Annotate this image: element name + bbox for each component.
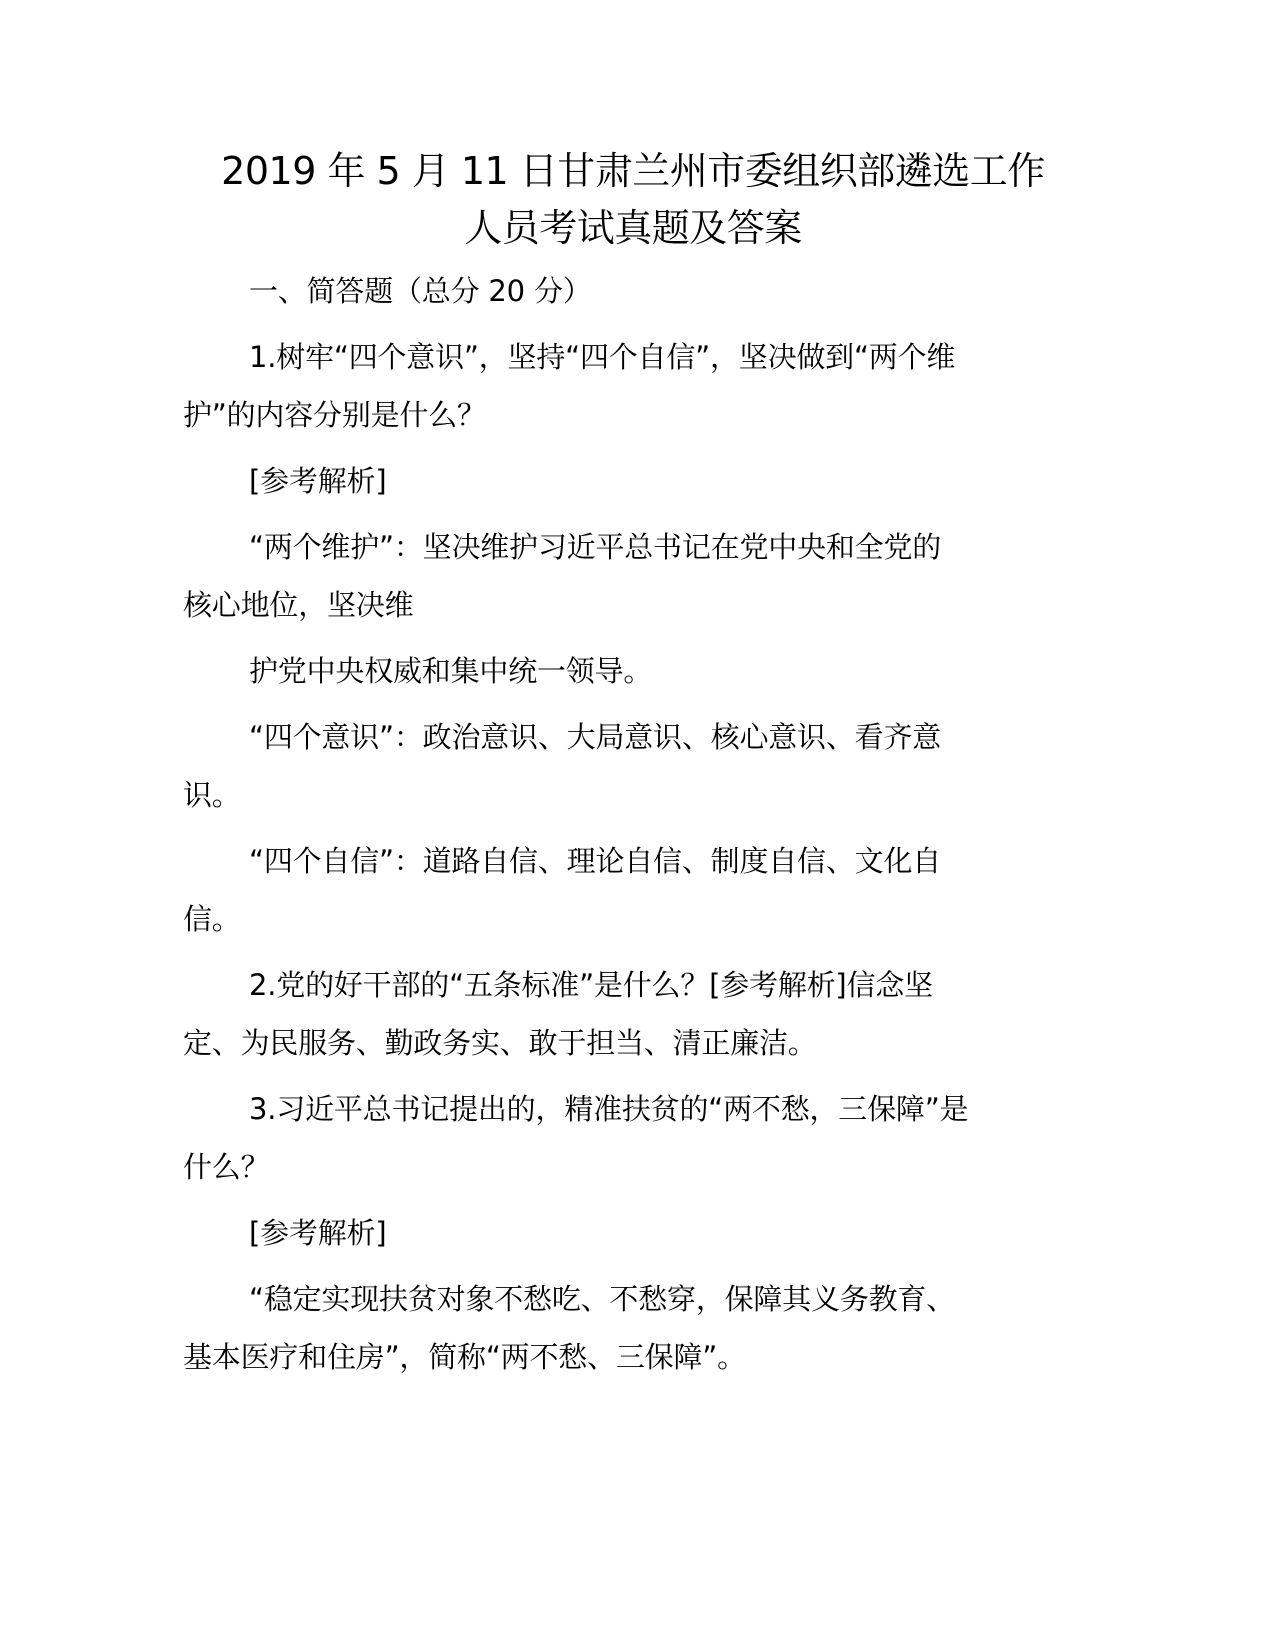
section-heading xyxy=(183,262,1083,320)
answer-heading xyxy=(183,452,1083,510)
answer-paragraph xyxy=(183,642,1083,700)
answer-paragraph xyxy=(183,1270,1083,1386)
title-line: 人员考试真题及答案 xyxy=(464,206,802,250)
text-line: 护”的内容分别是什么？ xyxy=(183,398,486,432)
text-line: 1.树牢“四个意识”，坚持“四个自信”，坚决做到“两个维 xyxy=(249,340,956,374)
answer-paragraph xyxy=(183,832,1083,948)
text-line: 一、简答题（总分 20 分） xyxy=(249,274,592,308)
text-line: 信。 xyxy=(183,902,241,936)
text-line: “四个自信”：道路自信、理论自信、制度自信、文化自 xyxy=(249,844,942,878)
title-line: 2019 年 5 月 11 日甘肃兰州市委组织部遴选工作 xyxy=(221,149,1045,193)
question-1 xyxy=(183,328,1083,444)
answer-paragraph xyxy=(183,708,1083,824)
question-3 xyxy=(183,1080,1083,1196)
text-line: 定、为民服务、勤政务实、敢于担当、清正廉洁。 xyxy=(183,1026,817,1060)
text-line: “稳定实现扶贫对象不愁吃、不愁穿，保障其义务教育、 xyxy=(249,1282,956,1316)
text-line: 什么？ xyxy=(183,1150,270,1184)
answer-paragraph xyxy=(183,518,1083,634)
text-line: 核心地位，坚决维 xyxy=(183,588,414,622)
text-line: “两个维护”：坚决维护习近平总书记在党中央和全党的 xyxy=(249,530,942,564)
document-body xyxy=(183,143,1083,1386)
text-line: 2.党的好干部的“五条标准”是什么？[参考解析]信念坚 xyxy=(249,968,933,1002)
text-line: “四个意识”：政治意识、大局意识、核心意识、看齐意 xyxy=(249,720,942,754)
text-line: [参考解析] xyxy=(249,464,387,498)
text-line: 3.习近平总书记提出的，精准扶贫的“两不愁，三保障”是 xyxy=(249,1092,969,1126)
text-line: 基本医疗和住房”，简称“两不愁、三保障”。 xyxy=(183,1340,746,1374)
question-2 xyxy=(183,956,1083,1072)
text-line: 识。 xyxy=(183,778,241,812)
text-line: 护党中央权威和集中统一领导。 xyxy=(249,654,653,688)
answer-heading xyxy=(183,1204,1083,1262)
text-line: [参考解析] xyxy=(249,1216,387,1250)
document-title xyxy=(183,143,1083,257)
